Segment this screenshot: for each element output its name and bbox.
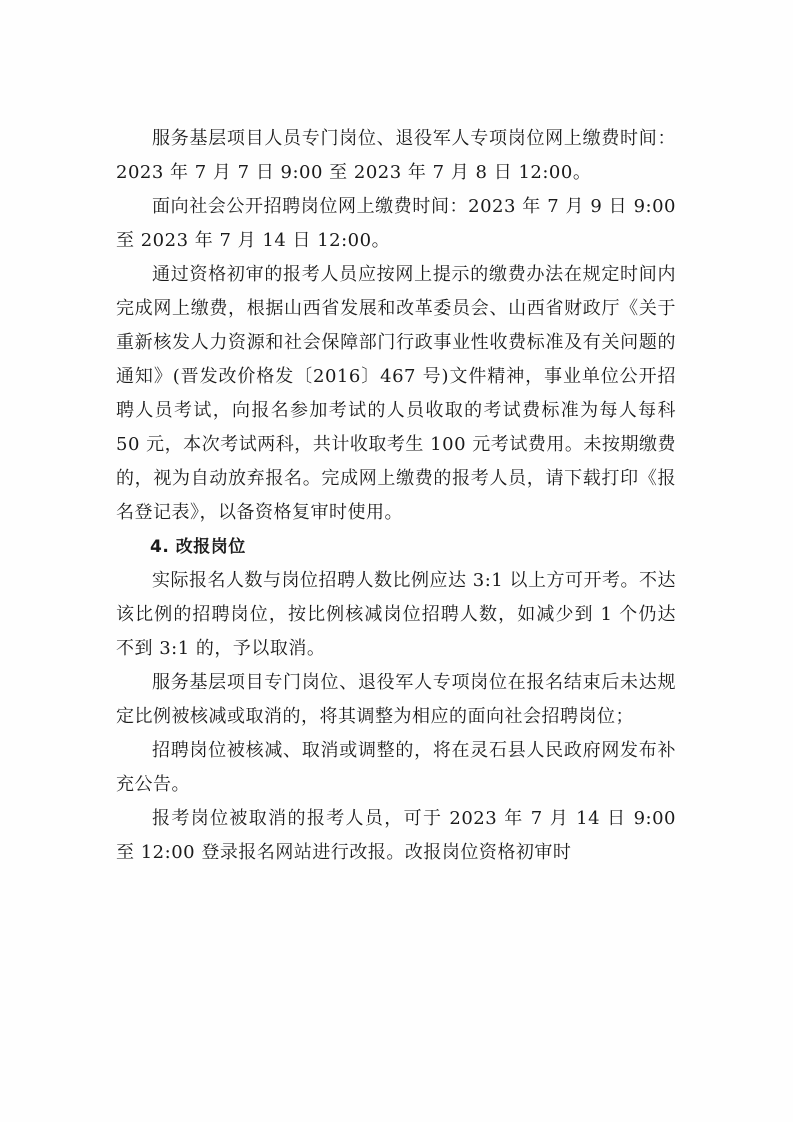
paragraph-announcement: 招聘岗位被核减、取消或调整的，将在灵石县人民政府网发布补充公告。 xyxy=(116,740,676,795)
document-body xyxy=(116,122,676,870)
paragraph-payment-time-public: 面向社会公开招聘岗位网上缴费时间：2023 年 7 月 9 日 9:00 至 2023 年 7 月 14 日 12:00。 xyxy=(116,196,676,251)
paragraph-payment-method: 通过资格初审的报考人员应按网上提示的缴费办法在规定时间内完成网上缴费，根据山西省发展和改革委员会、山西省财政厅《关于重新核发人力资源和社会保障部门行政事业性收费标准及有关问题的通知》(晋发改价格发〔2016〕467 号)文件精神，事业单位公开招聘人员考试，向报名参加考试的人员收取的考试费标准为每人每科 50 元，本次考试两科，共计收取考生 100 元考试费用。未按期缴费的，视为自动放弃报名。完成网上缴费的报考人员，请下载打印《报名登记表》，以备资格复审时使用。 xyxy=(116,264,676,523)
section-heading-change-position: 4. 改报岗位 xyxy=(150,537,246,557)
paragraph-adjustment-rule: 服务基层项目专门岗位、退役军人专项岗位在报名结束后未达规定比例被核减或取消的，将其调整为相应的面向社会招聘岗位； xyxy=(116,672,676,727)
paragraph-reapply: 报考岗位被取消的报考人员，可于 2023 年 7 月 14 日 9:00 至 12:00 登录报名网站进行改报。改报岗位资格初审时 xyxy=(116,808,676,863)
paragraph-ratio-rule: 实际报名人数与岗位招聘人数比例应达 3:1 以上方可开考。不达该比例的招聘岗位，按比例核减岗位招聘人数，如减少到 1 个仍达不到 3:1 的，予以取消。 xyxy=(116,570,676,659)
paragraph-payment-time-special: 服务基层项目人员专门岗位、退役军人专项岗位网上缴费时间：2023 年 7 月 7 日 9:00 至 2023 年 7 月 8 日 12:00。 xyxy=(116,128,676,183)
